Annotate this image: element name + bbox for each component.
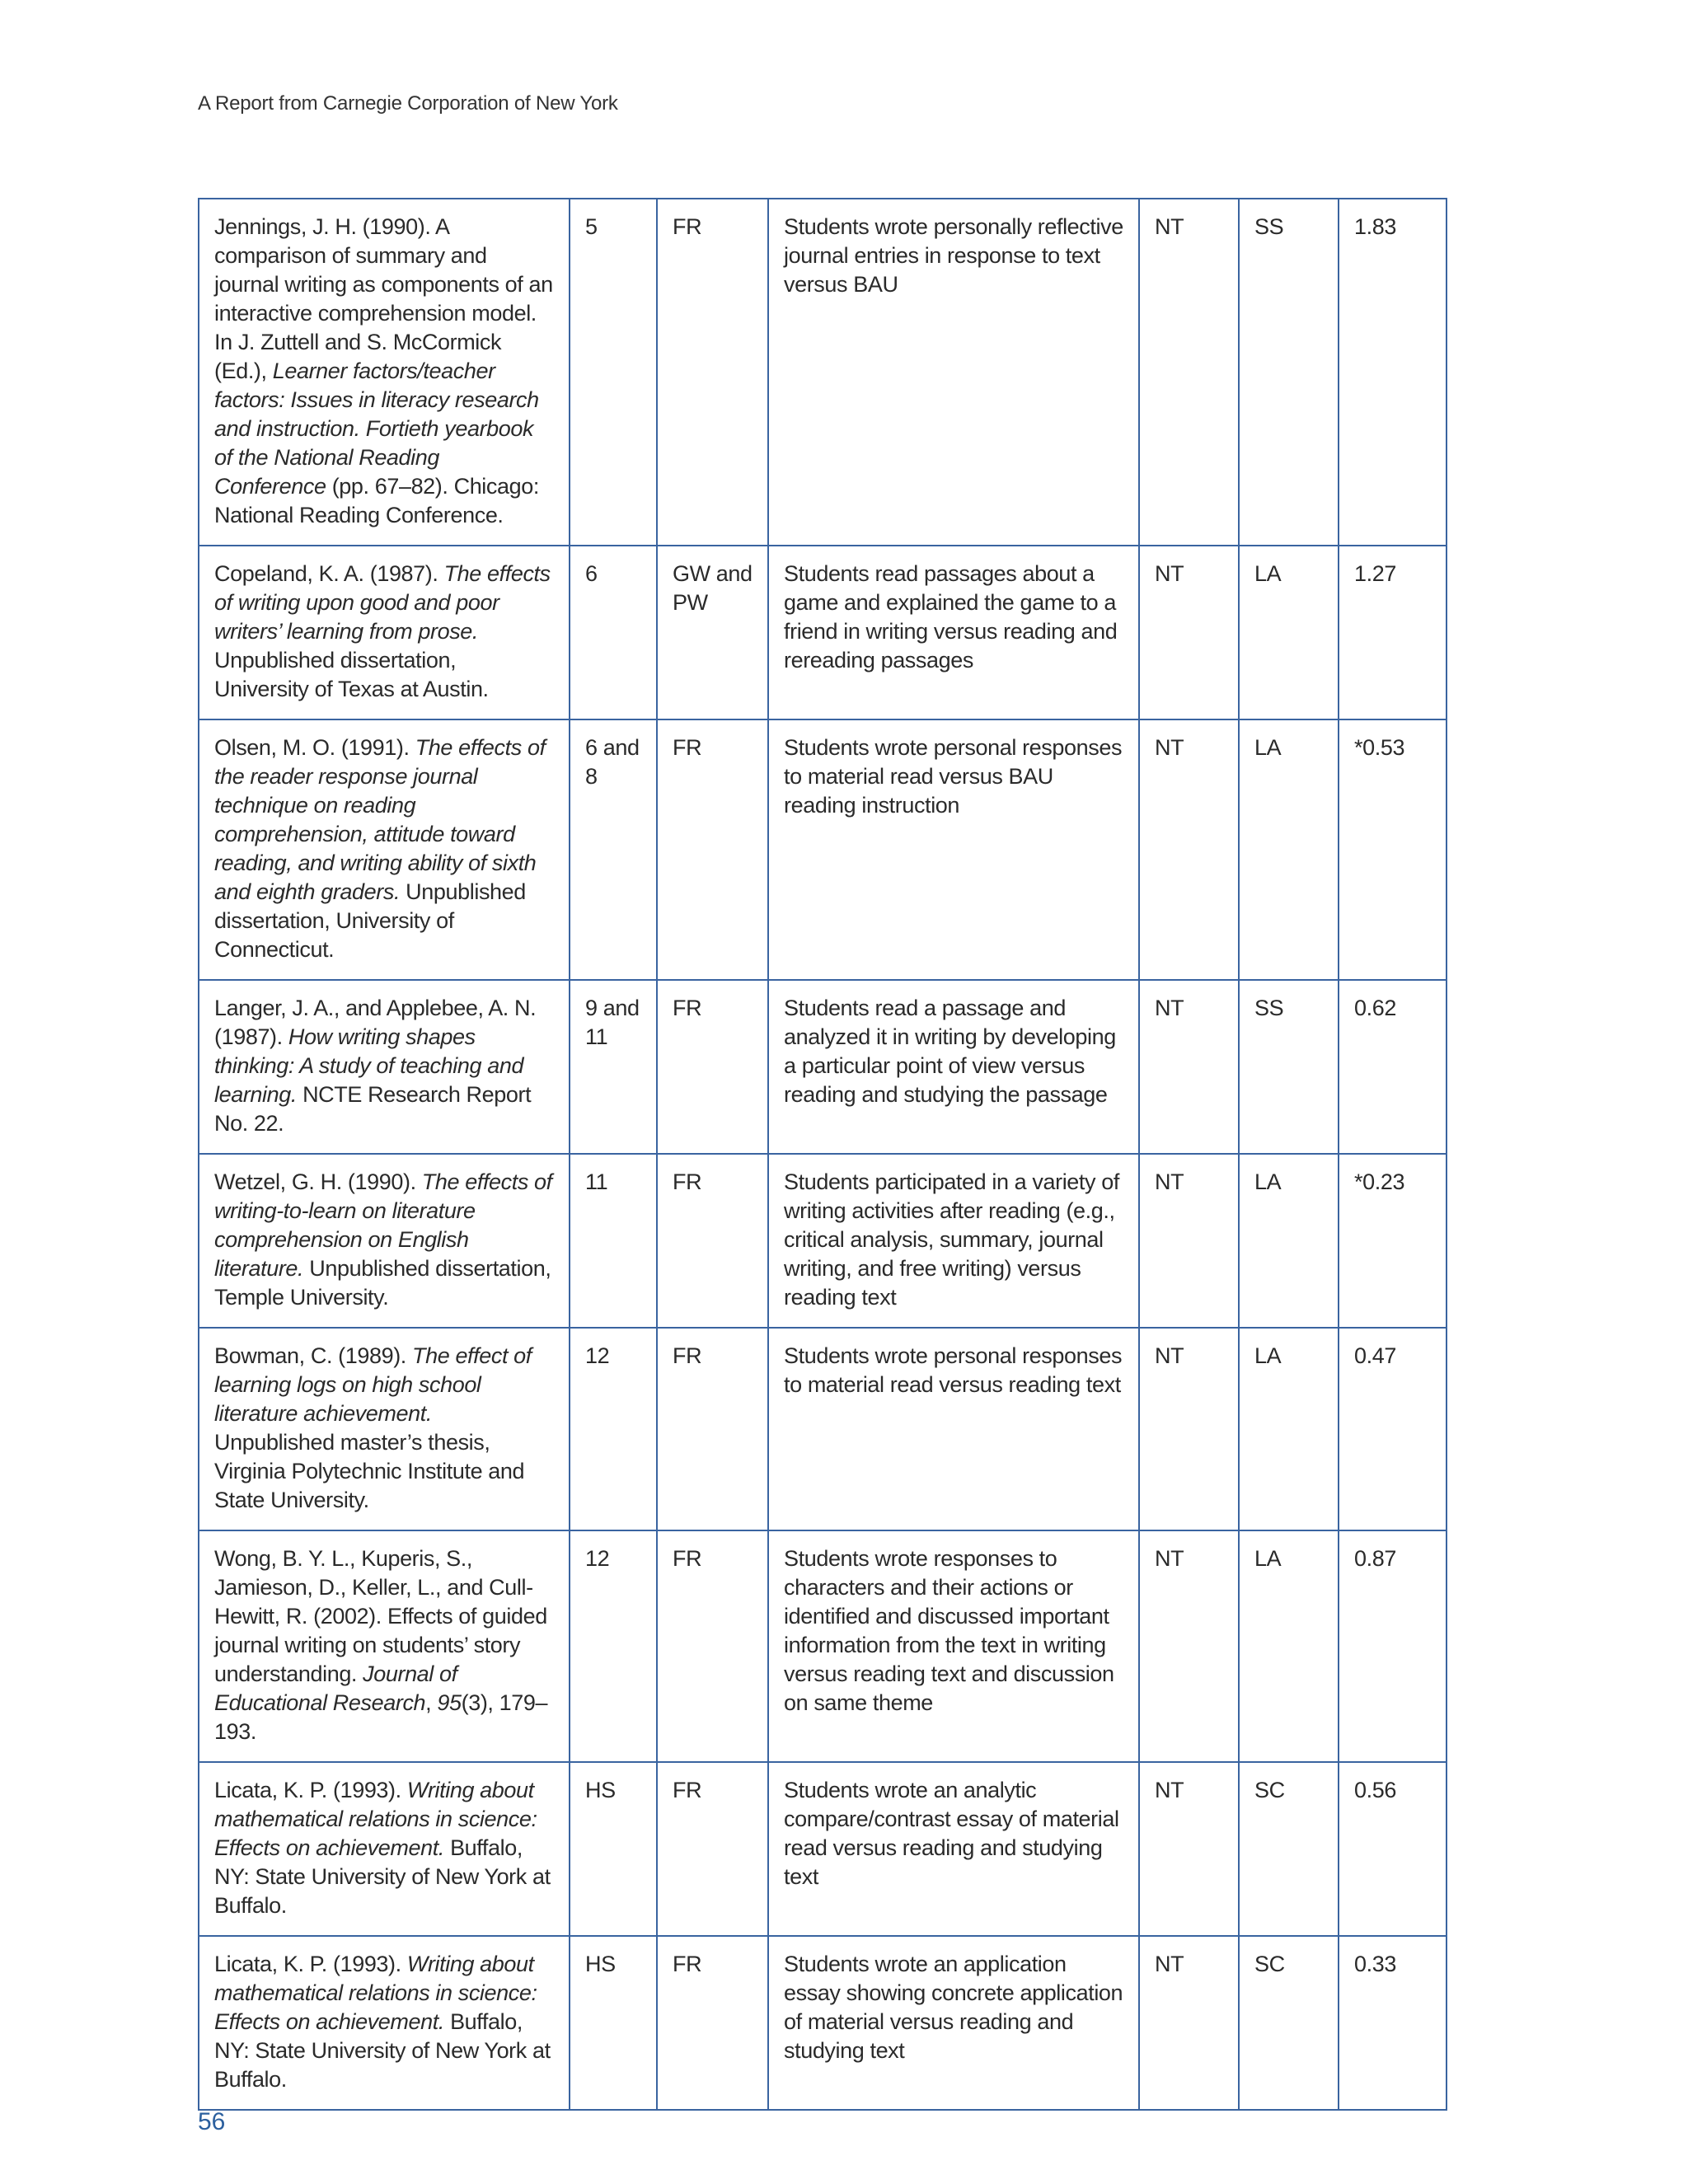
table-row xyxy=(199,546,1447,719)
description-cell: Students wrote an analytic compare/contrast essay of material read versus reading and studying text xyxy=(768,1762,1139,1936)
description-cell: Students read a passage and analyzed it in writing by developing a particular point of view versus reading and studying the passage xyxy=(768,980,1139,1154)
study-table-container xyxy=(198,198,1446,2111)
effect-size-cell: 0.87 xyxy=(1339,1530,1447,1762)
table-row xyxy=(199,1530,1447,1762)
reference-title-text: The effects of the reader response journal technique on reading comprehension, attitude toward reading, and writing ability of sixth and eighth graders. xyxy=(214,735,546,904)
type-cell: FR xyxy=(657,980,768,1154)
subject-cell: SC xyxy=(1239,1936,1339,2110)
table-row xyxy=(199,1328,1447,1530)
grade-cell: 11 xyxy=(570,1154,657,1328)
test-cell: NT xyxy=(1139,1328,1239,1530)
type-cell: FR xyxy=(657,1936,768,2110)
subject-cell: SS xyxy=(1239,199,1339,546)
test-cell: NT xyxy=(1139,1762,1239,1936)
reference-text: Wetzel, G. H. (1990). xyxy=(214,1169,422,1194)
reference-title-text: 95 xyxy=(437,1690,462,1715)
description-cell: Students wrote responses to characters and their actions or identified and discussed important information from the text in writing versus reading text and discussion on same theme xyxy=(768,1530,1139,1762)
reference-text: , xyxy=(425,1690,438,1715)
reference-text: Licata, K. P. (1993). xyxy=(214,1952,407,1976)
grade-cell: 6 xyxy=(570,546,657,719)
reference-text: Unpublished dissertation, Temple University. xyxy=(214,1256,551,1310)
subject-cell: SS xyxy=(1239,980,1339,1154)
reference-text: NCTE Research Report No. 22. xyxy=(214,1082,532,1136)
effect-size-cell: 0.62 xyxy=(1339,980,1447,1154)
reference-text: Unpublished dissertation, University of Connecticut. xyxy=(214,879,526,962)
running-header: A Report from Carnegie Corporation of New York xyxy=(198,92,618,115)
reference-cell xyxy=(199,1762,570,1936)
effect-size-cell: 1.83 xyxy=(1339,199,1447,546)
effect-size-cell: 0.47 xyxy=(1339,1328,1447,1530)
reference-title-text: The effects of writing upon good and poor writers’ learning from prose. xyxy=(214,561,551,644)
reference-cell xyxy=(199,719,570,980)
reference-title-text: Journal of Educational Research xyxy=(214,1661,457,1715)
reference-cell xyxy=(199,1936,570,2110)
table-row xyxy=(199,719,1447,980)
table-row xyxy=(199,1762,1447,1936)
reference-cell xyxy=(199,1154,570,1328)
grade-cell: 12 xyxy=(570,1328,657,1530)
reference-cell xyxy=(199,980,570,1154)
reference-title-text: Writing about mathematical relations in science: Effects on achievement. xyxy=(214,1778,537,1860)
reference-text: Buffalo, NY: State University of New York at Buffalo. xyxy=(214,1835,551,1918)
reference-cell xyxy=(199,546,570,719)
study-table-body xyxy=(199,199,1447,2110)
effect-size-cell: *0.23 xyxy=(1339,1154,1447,1328)
description-cell: Students wrote personally reflective journal entries in response to text versus BAU xyxy=(768,199,1139,546)
reference-text: Licata, K. P. (1993). xyxy=(214,1778,407,1802)
reference-text: Langer, J. A., and Applebee, A. N. (1987). xyxy=(214,996,537,1049)
grade-cell: 9 and 11 xyxy=(570,980,657,1154)
subject-cell: SC xyxy=(1239,1762,1339,1936)
reference-title-text: Learner factors/teacher factors: Issues in literacy research and instruction. Fortieth yearbook of the National Reading Conference xyxy=(214,359,539,499)
type-cell: FR xyxy=(657,199,768,546)
type-cell: GW and PW xyxy=(657,546,768,719)
reference-title-text: The effect of learning logs on high school literature achievement. xyxy=(214,1343,532,1426)
reference-text: Unpublished master’s thesis, Virginia Polytechnic Institute and State University. xyxy=(214,1430,525,1512)
reference-text: Wong, B. Y. L., Kuperis, S., Jamieson, D., Keller, L., and Cull-Hewitt, R. (2002). Effects of guided journal writing on students’ story understanding. xyxy=(214,1546,547,1686)
reference-title-text: Writing about mathematical relations in science: Effects on achievement. xyxy=(214,1952,537,2034)
reference-cell xyxy=(199,199,570,546)
subject-cell: LA xyxy=(1239,719,1339,980)
grade-cell: 5 xyxy=(570,199,657,546)
reference-text: (3), 179–193. xyxy=(214,1690,548,1744)
effect-size-cell: *0.53 xyxy=(1339,719,1447,980)
table-row xyxy=(199,1154,1447,1328)
page-number: 56 xyxy=(198,2108,226,2135)
reference-text: Olsen, M. O. (1991). xyxy=(214,735,415,760)
table-row xyxy=(199,199,1447,546)
type-cell: FR xyxy=(657,1328,768,1530)
reference-text: Buffalo, NY: State University of New York at Buffalo. xyxy=(214,2009,551,2092)
effect-size-cell: 0.33 xyxy=(1339,1936,1447,2110)
description-cell: Students wrote an application essay showing concrete application of material versus reading and studying text xyxy=(768,1936,1139,2110)
subject-cell: LA xyxy=(1239,1154,1339,1328)
description-cell: Students wrote personal responses to material read versus BAU reading instruction xyxy=(768,719,1139,980)
type-cell: FR xyxy=(657,1530,768,1762)
reference-text: Jennings, J. H. (1990). A comparison of summary and journal writing as components of an interactive comprehension model. In J. Zuttell and S. McCormick (Ed.), xyxy=(214,214,553,383)
test-cell: NT xyxy=(1139,719,1239,980)
type-cell: FR xyxy=(657,1762,768,1936)
grade-cell: 12 xyxy=(570,1530,657,1762)
subject-cell: LA xyxy=(1239,1530,1339,1762)
subject-cell: LA xyxy=(1239,1328,1339,1530)
test-cell: NT xyxy=(1139,546,1239,719)
reference-title-text: How writing shapes thinking: A study of teaching and learning. xyxy=(214,1024,524,1107)
description-cell: Students participated in a variety of writing activities after reading (e.g., critical analysis, summary, journal writing, and free writing) versus reading text xyxy=(768,1154,1139,1328)
effect-size-cell: 1.27 xyxy=(1339,546,1447,719)
type-cell: FR xyxy=(657,719,768,980)
reference-title-text: The effects of writing-to-learn on literature comprehension on English literature. xyxy=(214,1169,552,1281)
grade-cell: 6 and 8 xyxy=(570,719,657,980)
reference-cell xyxy=(199,1530,570,1762)
table-row xyxy=(199,1936,1447,2110)
grade-cell: HS xyxy=(570,1762,657,1936)
type-cell: FR xyxy=(657,1154,768,1328)
description-cell: Students wrote personal responses to material read versus reading text xyxy=(768,1328,1139,1530)
effect-size-cell: 0.56 xyxy=(1339,1762,1447,1936)
test-cell: NT xyxy=(1139,980,1239,1154)
study-table xyxy=(198,198,1447,2111)
reference-cell xyxy=(199,1328,570,1530)
test-cell: NT xyxy=(1139,1530,1239,1762)
test-cell: NT xyxy=(1139,199,1239,546)
table-row xyxy=(199,980,1447,1154)
reference-text: Bowman, C. (1989). xyxy=(214,1343,413,1368)
reference-text: (pp. 67–82). Chicago: National Reading Conference. xyxy=(214,474,539,527)
reference-text: Copeland, K. A. (1987). xyxy=(214,561,444,586)
subject-cell: LA xyxy=(1239,546,1339,719)
test-cell: NT xyxy=(1139,1154,1239,1328)
description-cell: Students read passages about a game and explained the game to a friend in writing versus reading and rereading passages xyxy=(768,546,1139,719)
test-cell: NT xyxy=(1139,1936,1239,2110)
grade-cell: HS xyxy=(570,1936,657,2110)
reference-text: Unpublished dissertation, University of Texas at Austin. xyxy=(214,648,489,701)
